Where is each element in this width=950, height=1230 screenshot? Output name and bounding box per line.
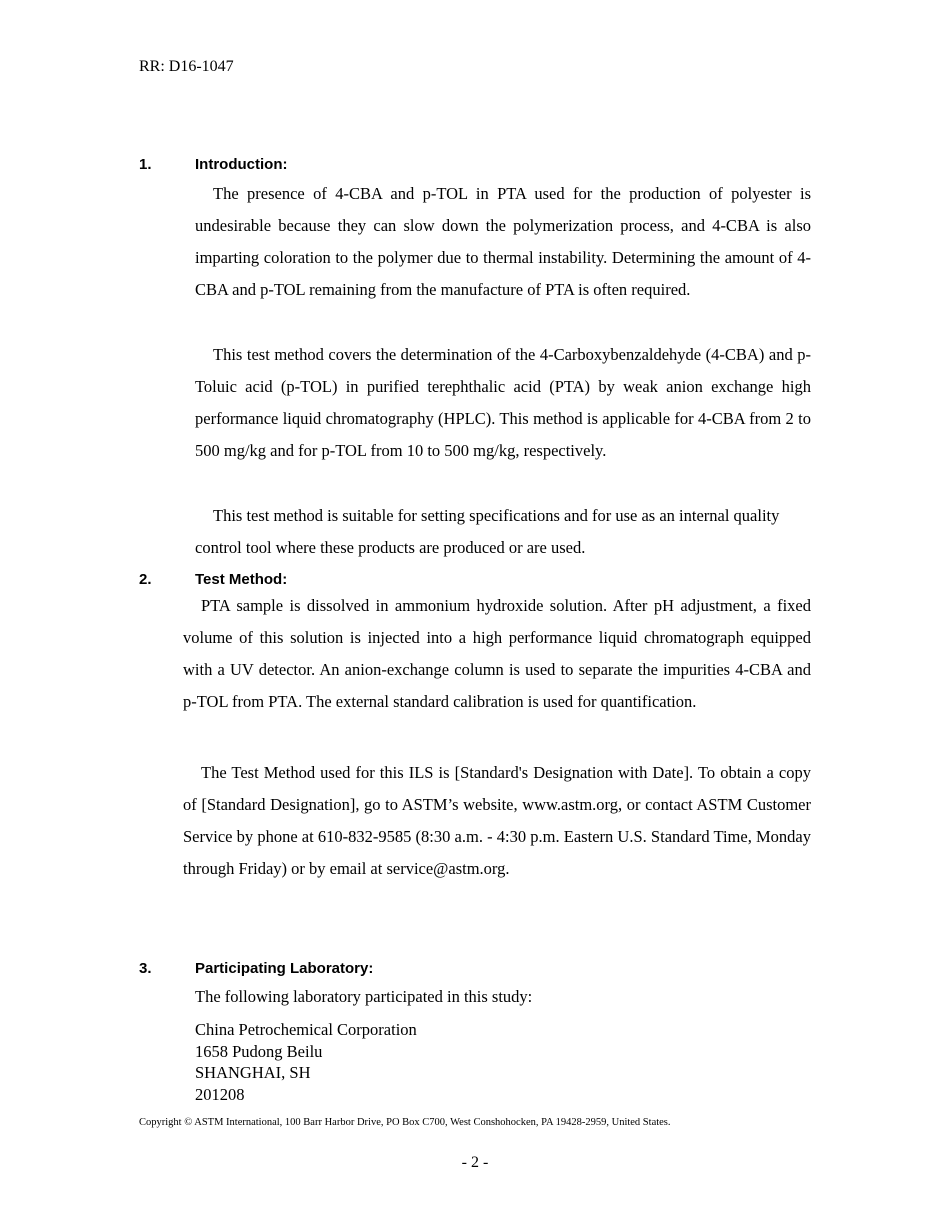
- report-id-header: RR: D16-1047: [139, 58, 234, 75]
- section-2-number: 2.: [139, 571, 152, 588]
- laboratory-address: [195, 1019, 595, 1105]
- section-1-paragraph-2: This test method covers the determination of the 4-Carboxybenzaldehyde (4-CBA) and p-Toluic acid (p-TOL) in purified terephthalic acid (PTA) by weak anion exchange high performance liquid chromatography (HPLC). This method is applicable for 4-CBA from 2 to 500 mg/kg and for p-TOL from 10 to 500 mg/kg, respectively.: [195, 345, 811, 460]
- section-1-paragraph-3: This test method is suitable for setting specifications and for use as an internal quality control tool where these products are produced or are used.: [195, 506, 780, 557]
- section-1-paragraph-1: The presence of 4-CBA and p-TOL in PTA used for the production of polyester is undesirable because they can slow down the polymerization process, and 4-CBA is also imparting coloration to the polymer due to thermal instability. Determining the amount of 4-CBA and p-TOL remaining from the manufacture of PTA is often required.: [195, 184, 811, 299]
- address-line-organization: China Petrochemical Corporation: [195, 1020, 417, 1039]
- page-number: - 2 -: [461, 1154, 489, 1171]
- section-1-number: 1.: [139, 156, 152, 173]
- copyright-notice: Copyright © ASTM International, 100 Barr Harbor Drive, PO Box C700, West Conshohocken, PA 19428-2959, United States.: [139, 1117, 671, 1128]
- address-line-postal-code: 201208: [195, 1084, 245, 1104]
- address-line-street: 1658 Pudong Beilu: [195, 1041, 323, 1061]
- section-3-intro: The following laboratory participated in this study:: [195, 987, 533, 1006]
- section-2-paragraph-1: PTA sample is dissolved in ammonium hydroxide solution. After pH adjustment, a fixed volume of this solution is injected into a high performance liquid chromatograph equipped with a UV detector. An anion-exchange column is used to separate the impurities 4-CBA and p-TOL from PTA. The external standard calibration is used for quantification.: [183, 596, 811, 711]
- section-3-number: 3.: [139, 960, 152, 977]
- section-2-title: Test Method:: [195, 571, 288, 588]
- section-2-paragraph-2: The Test Method used for this ILS is [Standard's Designation with Date]. To obtain a copy of [Standard Designation], go to ASTM’s website, www.astm.org, or contact ASTM Customer Service by phone at 610-832-9585 (8:30 a.m. - 4:30 p.m. Eastern U.S. Standard Time, Monday through Friday) or by email at service@astm.org.: [183, 763, 811, 878]
- section-3-title: Participating Laboratory:: [195, 960, 374, 977]
- section-1-title: Introduction:: [195, 156, 288, 173]
- address-line-city: SHANGHAI, SH: [195, 1063, 311, 1082]
